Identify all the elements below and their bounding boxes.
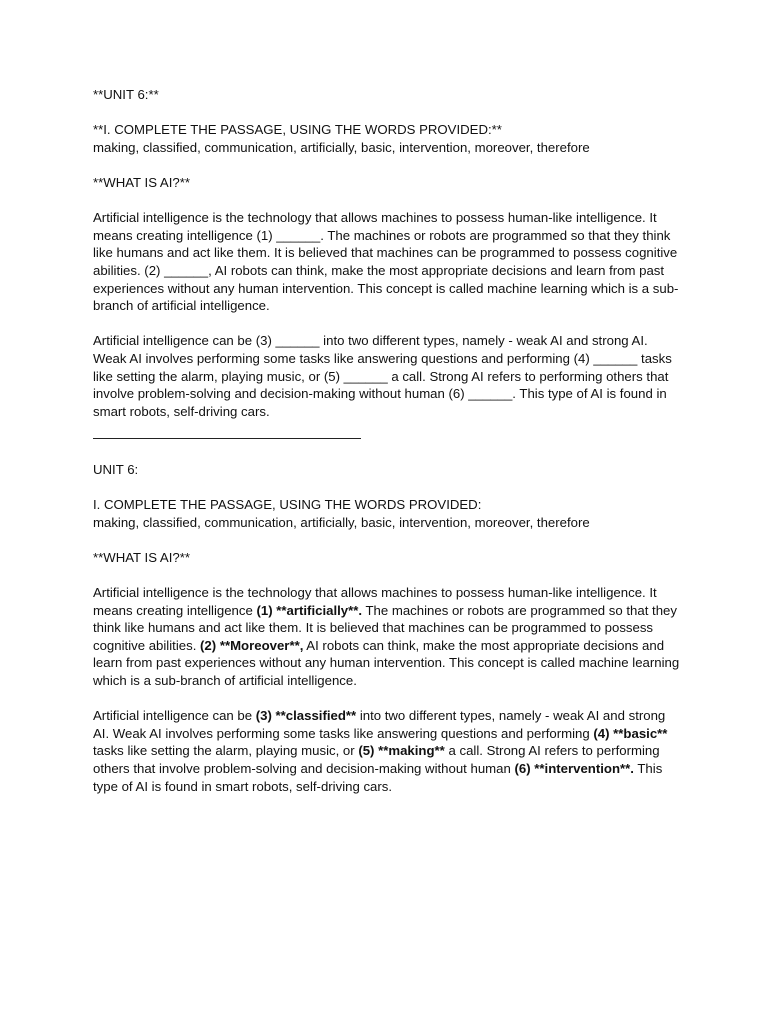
text-run: AI robots can think, make the most appropriate decisions and learn from past experiences without any human intervention. This concept is called machine learning which is a sub-branch of artificial intelligence. (93, 637, 680, 688)
text-run: Artificial intelligence is the technology that allows machines to possess human-like intelligence. It means creating intelligence (93, 585, 657, 618)
text-run: This type of AI is found in smart robots, self-driving cars. (93, 760, 663, 794)
instruction-answers: I. COMPLETE THE PASSAGE, USING THE WORDS PROVIDED: (93, 497, 482, 513)
unit-title: **UNIT 6:** (93, 87, 159, 102)
divider-line (93, 438, 361, 439)
text-run: tasks like setting the alarm, playing music, or (93, 743, 359, 759)
word-list: making, classified, communication, artificially, basic, intervention, moreover, therefore (93, 139, 590, 155)
section-heading-answers: **WHAT IS AI?** (93, 549, 190, 565)
word-list-answers: making, classified, communication, artificially, basic, intervention, moreover, therefore (93, 514, 590, 530)
document-page (93, 86, 683, 795)
answer-4: (4) **basic** (593, 725, 668, 741)
text-run: Artificial intelligence can be (93, 708, 256, 724)
answer-3: (3) **classified** (255, 708, 357, 724)
passage-paragraph-1: Artificial intelligence is the technology that allows machines to possess human-like intelligence. It means creating intelligence (1) ______. The machines or robots are programmed so that they think like humans and act like them. It is believed that machines can be programmed to possess cognitive abilities. (2) ______, AI robots can think, make the most appropriate decisions and learn from past experiences without any human intervention. This concept is called machine learning which is a sub-branch of artificial intelligence. (93, 210, 679, 314)
answer-6: (6) **intervention**. (514, 760, 634, 776)
answer-paragraph-2 (93, 707, 683, 795)
passage-paragraph-2: Artificial intelligence can be (3) ______ into two different types, namely - weak AI and strong AI. Weak AI involves performing some tasks like answering questions and performing (4) ______ tasks like setting the alarm, playing music, or (5) ______ a call. Strong AI refers to performing others that involve problem-solving and decision-making without human (6) ______. This type of AI is found in smart robots, self-driving cars. (93, 333, 672, 419)
instruction: **I. COMPLETE THE PASSAGE, USING THE WORDS PROVIDED:** (93, 122, 502, 138)
text-run: The machines or robots are programmed so that they think like humans and act like them. It is believed that machines can be programmed to possess cognitive abilities. (93, 602, 677, 653)
answer-1: (1) **artificially**. (256, 602, 363, 618)
answer-paragraph-1 (93, 584, 683, 690)
text-run: into two different types, namely - weak AI and strong AI. Weak AI involves performing some tasks like answering questions and performing (93, 708, 666, 741)
unit-title-answers: UNIT 6: (93, 461, 139, 477)
section-heading: **WHAT IS AI?** (93, 174, 190, 190)
answer-2: (2) **Moreover**, (200, 637, 304, 653)
answer-5: (5) **making** (358, 743, 445, 759)
text-run: a call. Strong AI refers to performing others that involve problem-solving and decision-making without human (93, 743, 660, 776)
